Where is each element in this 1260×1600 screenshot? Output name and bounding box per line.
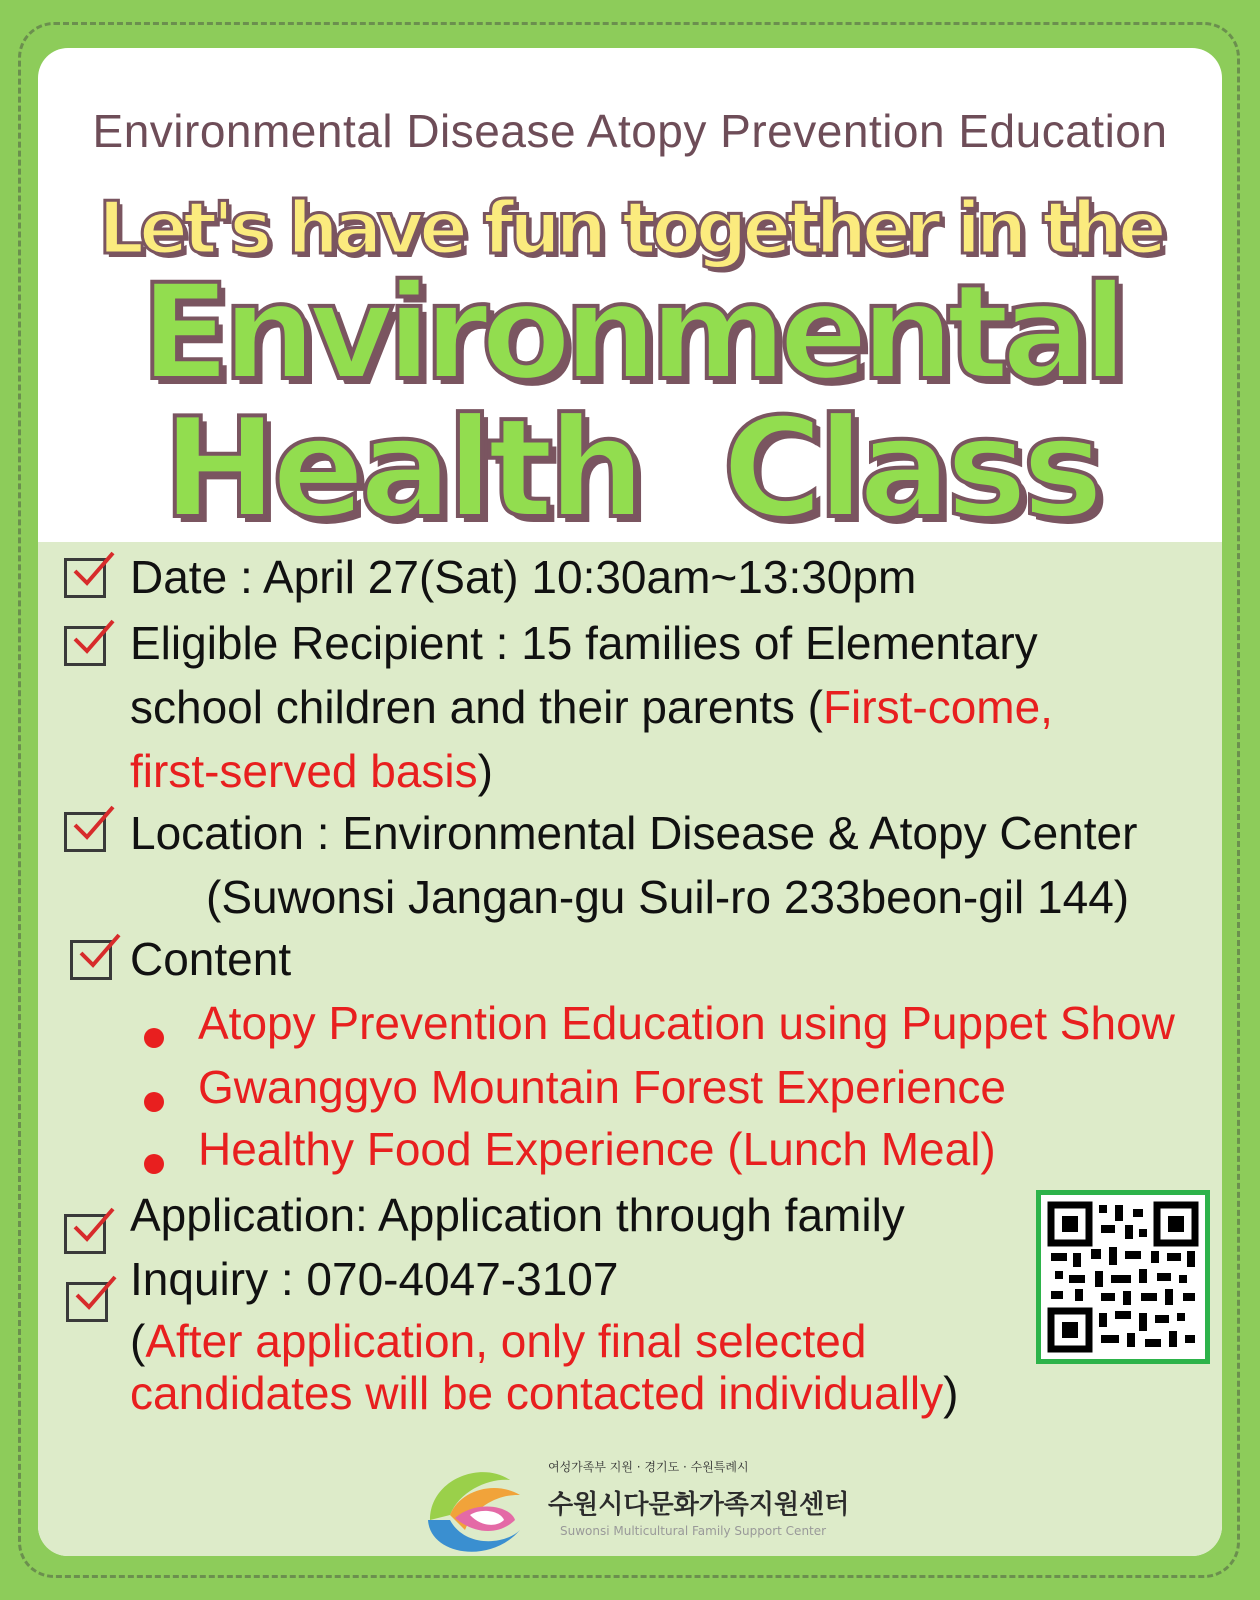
eligible-text-line2: school children and their parents (First-come, (130, 681, 1053, 733)
sponsor-text: 여성가족부 지원 · 경기도 · 수원특례시 (548, 1460, 749, 1474)
organization-logo (420, 1454, 860, 1564)
checkbox-checked-icon (70, 940, 112, 980)
note-line2: candidates will be contacted individually) (130, 1367, 959, 1419)
inquiry-text: Inquiry : 070-4047-3107 (130, 1253, 619, 1305)
eligible-text-line3: first-served basis) (130, 745, 493, 797)
title-line-3: Health Class (162, 388, 1098, 549)
content-item: Gwanggyo Mountain Forest Experience (198, 1061, 1006, 1113)
note-line1: (After application, only final selected (130, 1315, 867, 1367)
eligible-text-line1: Eligible Recipient : 15 families of Elementary (130, 617, 1038, 669)
location-text-line2: (Suwonsi Jangan-gu Suil-ro 233beon-gil 144) (206, 871, 1130, 923)
org-name-korean: 수원시다문화가족지원센터 (548, 1490, 850, 1520)
checkbox-checked-icon (64, 1214, 106, 1254)
content-label: Content (130, 933, 292, 985)
application-text: Application: Application through family (130, 1189, 905, 1241)
qr-code-icon[interactable] (1036, 1190, 1210, 1364)
bullet-icon (144, 1154, 164, 1174)
title-line-2: Environmental (140, 256, 1120, 410)
checkbox-checked-icon (64, 626, 106, 666)
date-text: Date : April 27(Sat) 10:30am~13:30pm (130, 551, 917, 603)
bullet-icon (144, 1028, 164, 1048)
org-name-english: Suwonsi Multicultural Family Support Center (560, 1524, 827, 1538)
checkbox-checked-icon (64, 812, 106, 852)
title-line-1: Let's have fun together in the (98, 186, 1162, 270)
checkbox-checked-icon (64, 558, 106, 598)
location-text-line1: Location : Environmental Disease & Atopy Center (130, 807, 1138, 859)
content-item: Atopy Prevention Education using Puppet Show (198, 997, 1175, 1049)
poster-subtitle: Environmental Disease Atopy Prevention Education (92, 105, 1168, 157)
bullet-icon (144, 1092, 164, 1112)
checkbox-checked-icon (66, 1282, 108, 1322)
org-logo-icon (420, 1460, 540, 1560)
content-item: Healthy Food Experience (Lunch Meal) (198, 1123, 996, 1175)
